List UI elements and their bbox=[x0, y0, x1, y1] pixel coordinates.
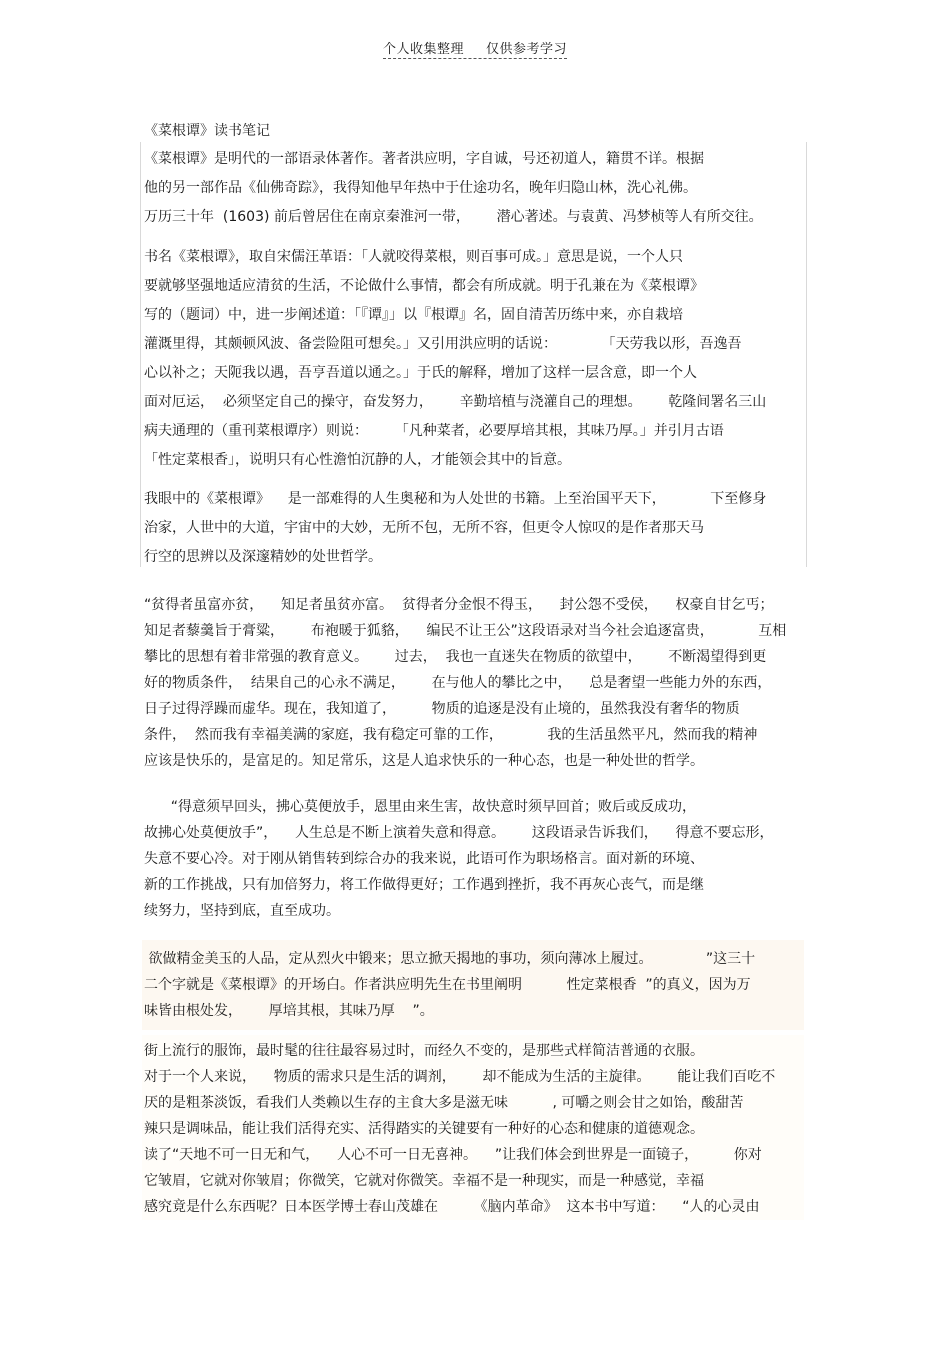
header-left-text: 个人收集整理 bbox=[382, 42, 464, 57]
paragraph-6-line-2: 二个字就是《菜根谭》的开场白。作者洪应明先生在书里阐明 性定菜根香 ”的真义，因为万 bbox=[144, 977, 751, 993]
paragraph-4-line-5: 日子过得浮躁而虚华。现在，我知道了， 物质的追逐是没有止境的，虽然我没有奢华的物质 bbox=[144, 701, 740, 717]
paragraph-7-line-5: 读了“天地不可一日无和气， 人心不可一日无喜神。 ”让我们体会到世界是一面镜子， 你对 bbox=[144, 1147, 762, 1163]
paragraph-5-line-4: 新的工作挑战，只有加倍努力，将工作做得更好；工作遇到挫折，我不再灰心丧气，而是继 bbox=[144, 877, 704, 893]
paragraph-5-line-2: 故拂心处莫便放手”， 人生总是不断上演着失意和得意。 这段语录告诉我们， 得意不要忘形， bbox=[144, 825, 774, 841]
side-rule-right bbox=[806, 142, 807, 567]
page-header bbox=[0, 38, 950, 57]
header-rule bbox=[383, 58, 567, 59]
paragraph-7-line-6: 它皱眉，它就对你皱眉；你微笑，它就对你微笑。幸福不是一种现实，而是一种感觉，幸福 bbox=[144, 1173, 704, 1189]
paragraph-2-line-2: 要就够坚强地适应清贫的生活，不论做什么事情，都会有所成就。明于孔兼在为《菜根谭》 bbox=[144, 278, 704, 294]
paragraph-3-line-2: 治家，人世中的大道，宇宙中的大妙，无所不包，无所不容，但更令人惊叹的是作者那天马 bbox=[144, 520, 704, 536]
paragraph-5-line-1: “得意须早回头，拂心莫便放手，恩里由来生害，故快意时须早回首；败后或反成功， bbox=[144, 799, 696, 815]
paragraph-2-line-8: 「性定菜根香」，说明只有心性澹怕沉静的人，才能领会其中的旨意。 bbox=[144, 452, 571, 468]
paragraph-2-line-5: 心以补之；天阨我以遇，吾亨吾道以通之。」于氏的解释，增加了这样一层含意，即一个人 bbox=[144, 365, 697, 381]
paragraph-3-line-3: 行空的思辨以及深邃精妙的处世哲学。 bbox=[144, 549, 382, 565]
paragraph-4-line-6: 条件， 然而我有幸福美满的家庭，我有稳定可靠的工作， 我的生活虽然平凡，然而我的精神 bbox=[144, 727, 758, 743]
paragraph-7-line-7: 感究竟是什么东西呢？日本医学博士春山茂雄在 《脑内革命》 这本书中写道： “人的心灵由 bbox=[144, 1199, 760, 1215]
paragraph-6-line-1: 欲做精金美玉的人品，定从烈火中锻来；思立掀天揭地的事功，须向薄冰上履过。 ”这三十 bbox=[144, 951, 756, 967]
paragraph-1-line-3: 万历三十年 (1603) 前后曾居住在南京秦淮河一带， 潜心著述。与袁黄、冯梦桢等人有所交往。 bbox=[144, 209, 763, 225]
paragraph-1-line-1: 《菜根谭》是明代的一部语录体著作。著者洪应明，字自诚，号还初道人，籍贯不详。根据 bbox=[144, 151, 704, 167]
side-rule-left bbox=[140, 142, 141, 567]
paragraph-2-line-7: 病夫通理的（重刊菜根谭序）则说： 「凡种菜者，必要厚培其根，其味乃厚。」并引月古语 bbox=[144, 423, 724, 439]
paragraph-5-line-3: 失意不要心冷。对于刚从销售转到综合办的我来说，此语可作为职场格言。面对新的环境、 bbox=[144, 851, 704, 867]
paragraph-7-line-3: 厌的是粗茶淡饭，看我们人类赖以生存的主食大多是滋无味 , 可嚼之则会甘之如饴，酸甜苦 bbox=[144, 1095, 744, 1111]
paragraph-2-line-6: 面对厄运， 必须坚定自己的操守，奋发努力， 辛勤培植与浇灌自己的理想。 乾隆间署名三山 bbox=[144, 394, 767, 410]
paragraph-4-line-4: 好的物质条件， 结果自己的心永不满足， 在与他人的攀比之中， 总是奢望一些能力外的东西， bbox=[144, 675, 772, 691]
paragraph-4-line-1: “贫得者虽富亦贫， 知足者虽贫亦富。 贫得者分金恨不得玉， 封公怨不受侯， 权豪自甘乞丐； bbox=[144, 597, 774, 613]
header-right-text: 仅供参考学习 bbox=[486, 42, 568, 57]
paragraph-7-line-4: 辣只是调味品，能让我们活得充实、活得踏实的关键要有一种好的心态和健康的道德观念。 bbox=[144, 1121, 704, 1137]
document-title: 《菜根谭》读书笔记 bbox=[144, 123, 270, 139]
paragraph-6-line-3: 味皆由根处发， 厚培其根，其味乃厚 ”。 bbox=[144, 1003, 434, 1019]
paragraph-4-line-7: 应该是快乐的，是富足的。知足常乐，这是人追求快乐的一种心态，也是一种处世的哲学。 bbox=[144, 753, 704, 769]
paragraph-2-line-4: 灌溉里得，其颇顿风波、备尝险阻可想矣。」又引用洪应明的话说： 「天劳我以形，吾逸吾 bbox=[144, 336, 742, 352]
paragraph-2-line-3: 写的（题词）中，进一步阐述道：「『谭』」以『根谭』名，固自清苦历练中来，亦自栽培 bbox=[144, 307, 683, 323]
paragraph-2-line-1: 书名《菜根谭》，取自宋儒汪革语：「人就咬得菜根，则百事可成。」意思是说，一个人只 bbox=[144, 249, 683, 265]
paragraph-4-line-3: 攀比的思想有着非常强的教育意义。 过去， 我也一直迷失在物质的欲望中， 不断渴望得到更 bbox=[144, 649, 767, 665]
paragraph-3-line-1: 我眼中的《菜根谭》 是一部难得的人生奥秘和为人处世的书籍。上至治国平天下， 下至修身 bbox=[144, 491, 767, 507]
paragraph-5-line-5: 续努力，坚持到底，直至成功。 bbox=[144, 903, 340, 919]
paragraph-7-line-2: 对于一个人来说， 物质的需求只是生活的调剂， 却不能成为生活的主旋律。 能让我们百吃不 bbox=[144, 1069, 776, 1085]
paragraph-4-line-2: 知足者藜羹旨于膏粱， 布袍暖于狐貉， 编民不让王公”这段语录对当今社会追逐富贵， 互相 bbox=[144, 623, 787, 639]
paragraph-7-line-1: 街上流行的服饰，最时髦的往往最容易过时，而经久不变的，是那些式样简洁普通的衣服。 bbox=[144, 1043, 704, 1059]
paragraph-1-line-2: 他的另一部作品《仙佛奇踪》，我得知他早年热中于仕途功名，晚年归隐山林，洗心礼佛。 bbox=[144, 180, 697, 196]
